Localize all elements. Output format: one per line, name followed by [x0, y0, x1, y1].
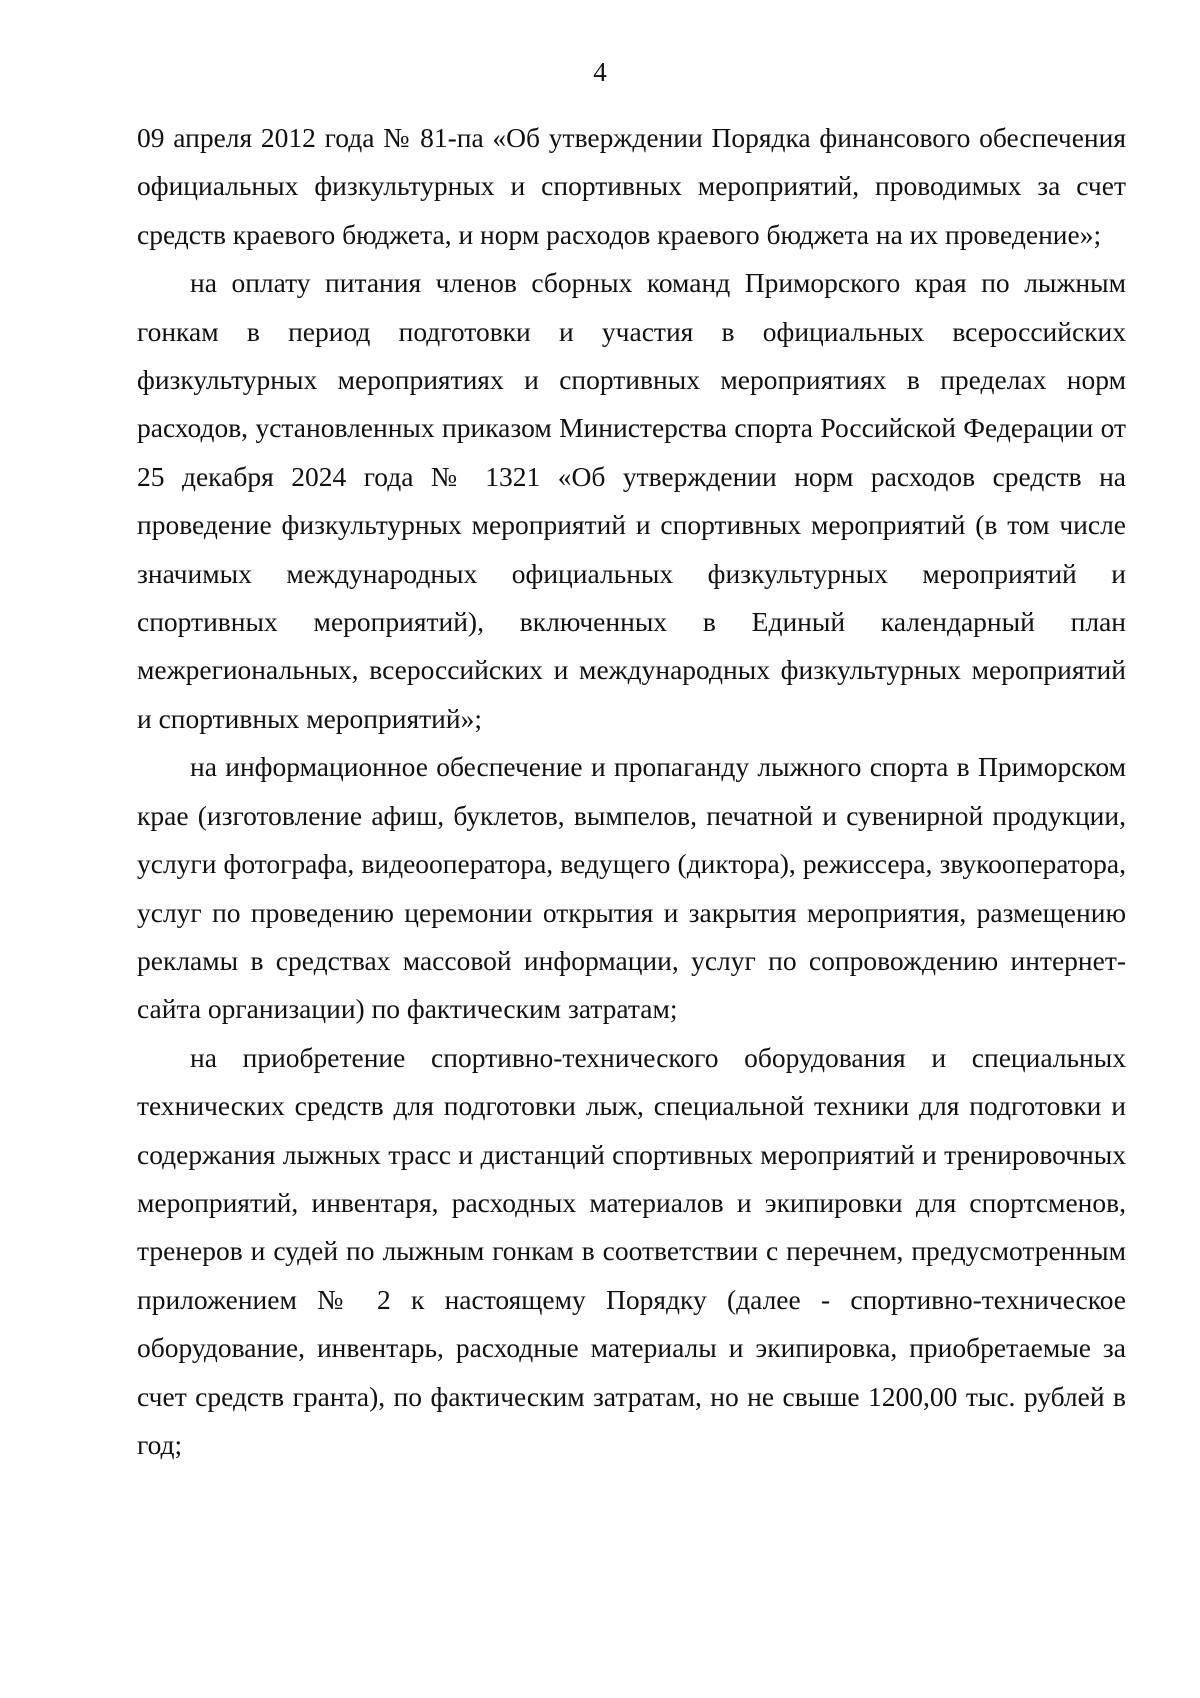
page-number: 4 — [593, 57, 607, 87]
paragraph-continuation: 09 апреля 2012 года № 81-па «Об утверждении Порядка финансового обеспечения официальных физкультурных и спортивных мероприятий, проводимых за счет средств краевого бюджета, и норм расходов краевого бюджета на их проведение»; — [137, 122, 1126, 250]
paragraph-equipment-purchase: на приобретение спортивно-технического оборудования и специальных технических средств для подготовки лыж, специальной техники для подготовки и содержания лыжных трасс и дистанций спортивных мероприятий и тренировочных мероприятий, инвентаря, расходных материалов и экипировки для спортсменов, тренеров и судей по лыжным гонкам в соответствии с перечнем, предусмотренным приложением № 2 к настоящему Порядку (далее - спортивно-техническое оборудование, инвентарь, расходные материалы и экипировка, приобретаемые за счет средств гранта), по фактическим затратам, но не свыше 1200,00 тыс. рублей в год; — [137, 1041, 1126, 1460]
paragraph-meal-payment: на оплату питания членов сборных команд Приморского края по лыжным гонкам в период подготовки и участия в официальных всероссийских физкультурных мероприятиях и спортивных мероприятиях в пределах норм расходов, установленных приказом Министерства спорта Российской Федерации от 25 декабря 2024 года № 1321 «Об утверждении норм расходов средств на проведение физкультурных мероприятий и спортивных мероприятий (в том числе значимых международных официальных физкультурных мероприятий и спортивных мероприятий), включенных в Единый календарный план межрегиональных, всероссийских и международных физкультурных мероприятий и спортивных мероприятий»; — [137, 267, 1126, 734]
paragraph-information-support: на информационное обеспечение и пропаганду лыжного спорта в Приморском крае (изготовление афиш, буклетов, вымпелов, печатной и сувенирной продукции, услуги фотографа, видеооператора, ведущего (диктора), режиссера, звукооператора, услуг по проведению церемонии открытия и закрытия мероприятия, размещению рекламы в средствах массовой информации, услуг по сопровождению интернет-сайта организации) по фактическим затратам; — [137, 751, 1126, 1025]
document-body — [137, 114, 1126, 1469]
